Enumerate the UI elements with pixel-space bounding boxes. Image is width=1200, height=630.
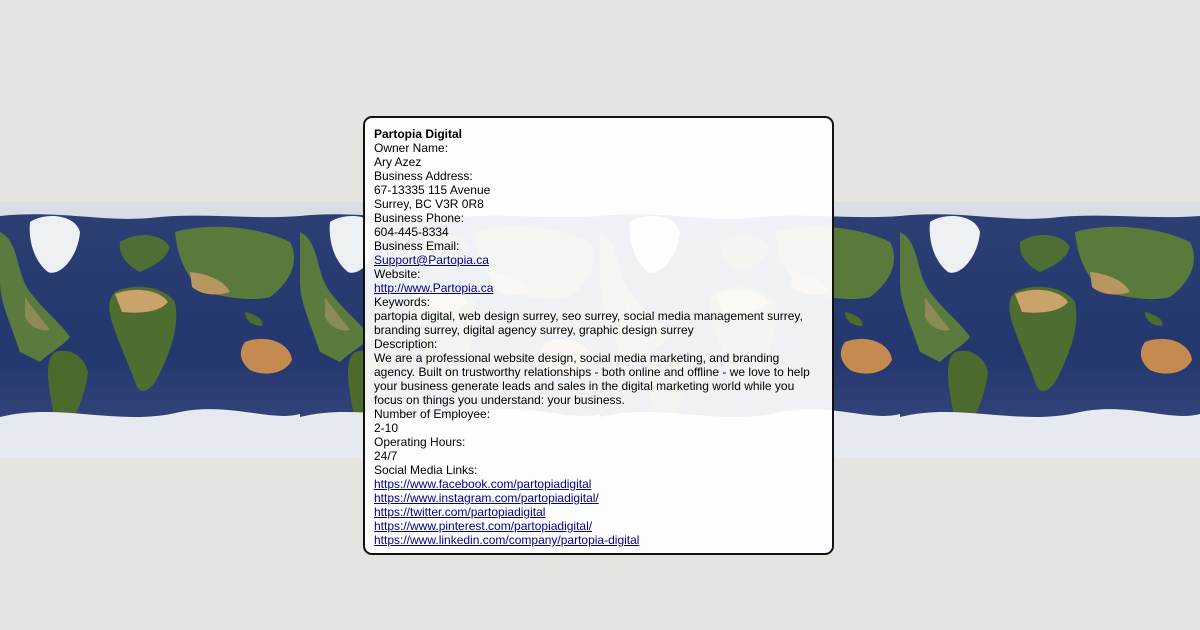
description-label: Description:	[374, 337, 438, 351]
phone-value: 604-445-8334	[374, 225, 449, 239]
pinterest-link[interactable]: https://www.pinterest.com/partopiadigital/	[374, 519, 593, 533]
employees-value: 2-10	[374, 421, 399, 435]
website-label: Website:	[374, 267, 421, 281]
address-line-2: Surrey, BC V3R 0R8	[374, 197, 484, 211]
owner-label: Owner Name:	[374, 141, 449, 155]
address-line-1: 67-13335 115 Avenue	[374, 183, 491, 197]
employees-label: Number of Employee:	[374, 407, 491, 421]
keywords-label: Keywords:	[374, 295, 431, 309]
website-link[interactable]: http://www.Partopia.ca	[374, 281, 494, 295]
owner-value: Ary Azez	[374, 155, 422, 169]
social-links-label: Social Media Links:	[374, 463, 478, 477]
facebook-link[interactable]: https://www.facebook.com/partopiadigital	[374, 477, 592, 491]
hours-label: Operating Hours:	[374, 435, 466, 449]
description-value: We are a professional website design, social media marketing, and branding agency. Built on trustworthy relationships - both online and offline - we love to help your business generate leads and sales in the digital marketing world while you focus on things you understand: your business.	[374, 351, 810, 407]
email-link[interactable]: Support@Partopia.ca	[374, 253, 489, 267]
phone-label: Business Phone:	[374, 211, 465, 225]
business-listing-card	[363, 116, 834, 555]
twitter-link[interactable]: https://twitter.com/partopiadigital	[374, 505, 546, 519]
linkedin-link[interactable]: https://www.linkedin.com/company/partopia-digital	[374, 533, 640, 547]
business-name: Partopia Digital	[374, 127, 463, 141]
hours-value: 24/7	[374, 449, 398, 463]
address-label: Business Address:	[374, 169, 473, 183]
instagram-link[interactable]: https://www.instagram.com/partopiadigital/	[374, 491, 599, 505]
email-label: Business Email:	[374, 239, 460, 253]
keywords-value: partopia digital, web design surrey, seo surrey, social media management surrey, branding surrey, digital agency surrey, graphic design surrey	[374, 309, 803, 337]
